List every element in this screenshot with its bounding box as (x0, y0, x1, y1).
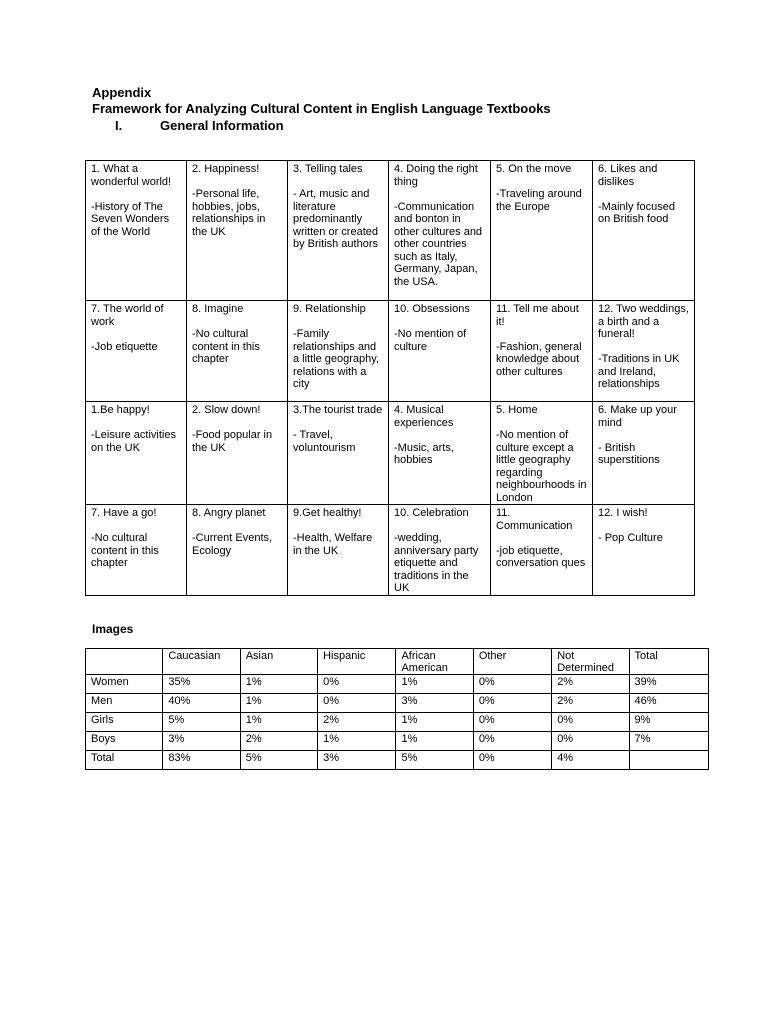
framework-cell (389, 161, 491, 301)
table-cell: 0% (318, 675, 396, 694)
section-title: General Information (160, 118, 284, 133)
framework-cell-text: 12. Two weddings, a birth and a funeral! -Traditions in UK and Ireland, relationships (598, 303, 689, 390)
table-cell: 0% (473, 713, 551, 732)
framework-cell-text: 11. Communication -job etiquette, conversation ques (496, 507, 586, 569)
framework-cell (389, 301, 491, 402)
framework-cell-text: 5. Home -No mention of culture except a little geography regarding neighbourhoods in London (496, 404, 587, 504)
table-row (86, 732, 709, 751)
framework-cell-text: 5. On the move -Traveling around the Europe (496, 163, 582, 213)
table-cell: 1% (240, 675, 317, 694)
table-cell: 1% (318, 732, 396, 751)
framework-cell (389, 402, 491, 505)
framework-cell-text: 7. Have a go! -No cultural content in this chapter (91, 507, 159, 569)
table-cell: 3% (318, 751, 396, 770)
framework-cell-text: 9. Relationship -Family relationships and a little geography, relations with a city (293, 303, 380, 390)
images-header-cell: Hispanic (318, 649, 396, 675)
framework-cell-text: 2. Happiness! -Personal life, hobbies, jobs, relationships in the UK (192, 163, 266, 238)
framework-cell (86, 161, 187, 301)
table-cell: 46% (629, 694, 708, 713)
table-cell: 40% (163, 694, 240, 713)
table-cell: 0% (552, 713, 629, 732)
images-header-cell: Other (473, 649, 551, 675)
table-cell: 3% (396, 694, 473, 713)
images-header-cell: African American (396, 649, 473, 675)
framework-row (86, 301, 695, 402)
framework-cell (491, 505, 593, 596)
table-cell: 5% (163, 713, 240, 732)
images-table (85, 648, 709, 770)
table-cell: 2% (240, 732, 317, 751)
section-number: I. (115, 118, 123, 133)
table-cell: 0% (318, 694, 396, 713)
table-cell: 1% (396, 732, 473, 751)
table-row (86, 713, 709, 732)
framework-cell (593, 161, 695, 301)
framework-cell (187, 402, 288, 505)
framework-cell (288, 161, 389, 301)
framework-cell-text: 3. Telling tales - Art, music and literature predominantly written or created by British authors (293, 163, 378, 250)
document-title: Framework for Analyzing Cultural Content in English Language Textbooks (92, 101, 551, 116)
framework-cell-text: 9.Get healthy! -Health, Welfare in the UK (293, 507, 373, 557)
framework-row (86, 505, 695, 596)
framework-cell-text: 2. Slow down! -Food popular in the UK (192, 404, 273, 454)
images-header-cell: Asian (240, 649, 317, 675)
table-cell: 9% (629, 713, 708, 732)
framework-cell-text: 1.Be happy! -Leisure activities on the UK (91, 404, 176, 454)
framework-cell-text: 8. Angry planet -Current Events, Ecology (192, 507, 273, 557)
appendix-heading: Appendix (92, 85, 152, 100)
row-label: Girls (86, 713, 163, 732)
table-cell: 5% (396, 751, 473, 770)
framework-cell-text: 4. Doing the right thing -Communication and bonton in other cultures and other countries such as Italy, Germany, Japan, the USA. (394, 163, 483, 288)
framework-cell (491, 161, 593, 301)
framework-cell-text: 3.The tourist trade - Travel, voluntourism (293, 404, 383, 454)
framework-row (86, 402, 695, 505)
framework-cell (86, 402, 187, 505)
framework-cell (389, 505, 491, 596)
table-cell: 7% (629, 732, 708, 751)
table-cell: 2% (318, 713, 396, 732)
table-cell: 0% (473, 751, 551, 770)
framework-cell (86, 505, 187, 596)
framework-row (86, 161, 695, 301)
table-cell: 0% (473, 675, 551, 694)
row-label: Boys (86, 732, 163, 751)
table-row (86, 675, 709, 694)
framework-table (85, 160, 695, 596)
images-header-cell: Total (629, 649, 708, 675)
table-cell: 0% (552, 732, 629, 751)
framework-cell-text: 12. I wish! - Pop Culture (598, 507, 663, 544)
table-cell: 83% (163, 751, 240, 770)
table-cell: 0% (473, 694, 551, 713)
framework-cell (288, 301, 389, 402)
framework-cell (187, 301, 288, 402)
framework-cell-text: 8. Imagine -No cultural content in this chapter (192, 303, 260, 365)
framework-cell-text: 4. Musical experiences -Music, arts, hobbies (394, 404, 454, 466)
images-header-cell: Caucasian (163, 649, 240, 675)
table-row (86, 751, 709, 770)
framework-cell-text: 7. The world of work -Job etiquette (91, 303, 164, 353)
images-header-cell (86, 649, 163, 675)
table-cell: 39% (629, 675, 708, 694)
framework-cell (288, 402, 389, 505)
section-heading (115, 117, 284, 135)
table-cell: 2% (552, 675, 629, 694)
framework-cell (593, 301, 695, 402)
framework-cell-text: 11. Tell me about it! -Fashion, general knowledge about other cultures (496, 303, 582, 378)
table-cell: 35% (163, 675, 240, 694)
framework-cell-text: 6. Make up your mind - British superstitions (598, 404, 677, 466)
framework-cell (86, 301, 187, 402)
framework-cell (491, 301, 593, 402)
table-cell: 0% (473, 732, 551, 751)
table-cell: 2% (552, 694, 629, 713)
framework-cell-text: 6. Likes and dislikes -Mainly focused on British food (598, 163, 676, 225)
row-label: Men (86, 694, 163, 713)
table-cell: 1% (396, 713, 473, 732)
table-cell: 1% (240, 713, 317, 732)
table-cell: 5% (240, 751, 317, 770)
framework-cell (187, 505, 288, 596)
framework-cell (491, 402, 593, 505)
table-cell: 4% (552, 751, 629, 770)
framework-cell (593, 505, 695, 596)
framework-cell-text: 1. What a wonderful world! -History of The Seven Wonders of the World (91, 163, 172, 238)
framework-cell (288, 505, 389, 596)
images-header-cell: Not Determined (552, 649, 629, 675)
images-heading: Images (92, 622, 134, 636)
table-cell (629, 751, 708, 770)
row-label: Women (86, 675, 163, 694)
table-row (86, 694, 709, 713)
framework-cell (187, 161, 288, 301)
row-label: Total (86, 751, 163, 770)
images-header-row (86, 649, 709, 675)
framework-cell (593, 402, 695, 505)
table-cell: 1% (396, 675, 473, 694)
table-cell: 1% (240, 694, 317, 713)
framework-cell-text: 10. Celebration -wedding, anniversary party etiquette and traditions in the UK (394, 507, 479, 594)
framework-cell-text: 10. Obsessions -No mention of culture (394, 303, 470, 353)
table-cell: 3% (163, 732, 240, 751)
